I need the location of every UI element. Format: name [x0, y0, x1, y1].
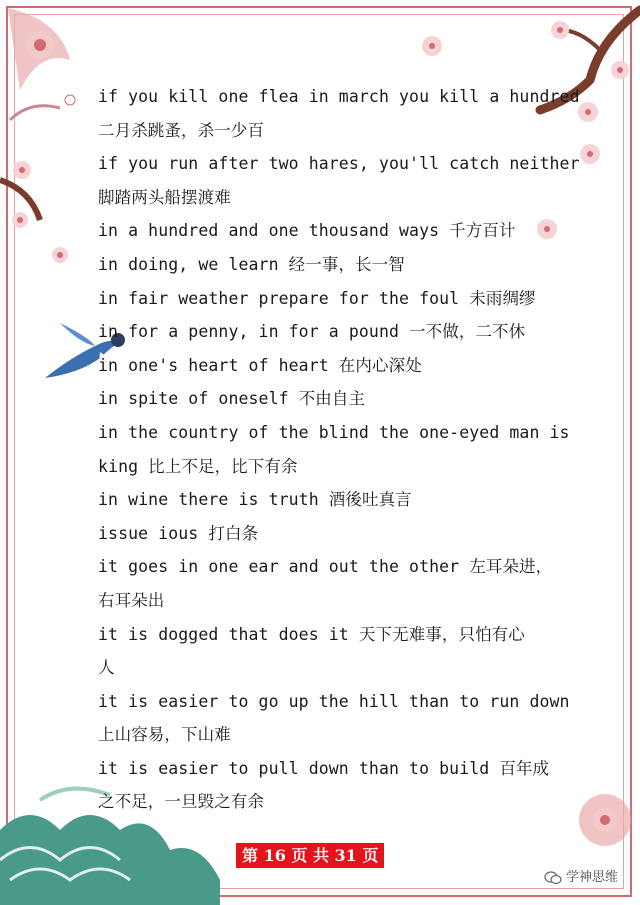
phrase-line: 人	[98, 658, 115, 678]
phrase-line: in wine there is truth 酒後吐真言	[98, 490, 412, 510]
phrase-line: 脚踏两头船摆渡难	[98, 187, 231, 207]
blossom-icon	[576, 140, 604, 168]
phrase-line: in for a penny, in for a pound 一不做，二不休	[98, 322, 526, 342]
watermark-text: 学神思维	[565, 870, 618, 885]
cherry-branch-left	[0, 120, 80, 270]
phrase-line: in the country of the blind the one-eyed man is	[98, 422, 570, 442]
phrase-line: in spite of oneself 不由自主	[98, 389, 366, 409]
phrase-line: it goes in one ear and out the other 左耳朵进，	[98, 557, 553, 577]
phrase-line: issue ious 打白条	[98, 523, 259, 543]
phrase-line: king 比上不足，比下有余	[98, 456, 298, 476]
chat-bubble-icon	[544, 871, 562, 885]
phrase-line: it is easier to go up the hill than to run down	[98, 691, 570, 711]
corner-ornament-bottom-right	[560, 780, 640, 870]
phrase-line: in a hundred and one thousand ways 千方百计	[98, 221, 516, 241]
phrase-line: in doing, we learn 经一事，长一智	[98, 254, 405, 274]
page-number-label: 第 16 页 共 31 页	[236, 843, 384, 868]
watermark	[544, 866, 618, 885]
phrase-line: 二月杀跳蚤，杀一少百	[98, 120, 264, 140]
phrase-line: 右耳朵出	[98, 590, 165, 610]
phrase-line: 上山容易，下山难	[98, 725, 231, 745]
phrase-line: 之不足，一旦毁之有余	[98, 792, 264, 812]
phrase-line: it is easier to pull down than to build 百年成	[98, 758, 550, 778]
phrase-line: in fair weather prepare for the foul 未雨绸缪	[98, 288, 536, 308]
phrase-line: it is dogged that does it 天下无难事，只怕有心	[98, 624, 525, 644]
phrase-list	[98, 80, 580, 819]
phrase-line: if you kill one flea in march you kill a hundred	[98, 87, 580, 106]
blossom-icon	[418, 32, 446, 60]
phrase-line: in one's heart of heart 在内心深处	[98, 355, 422, 375]
phrase-line: if you run after two hares, you'll catch neither	[98, 154, 580, 174]
